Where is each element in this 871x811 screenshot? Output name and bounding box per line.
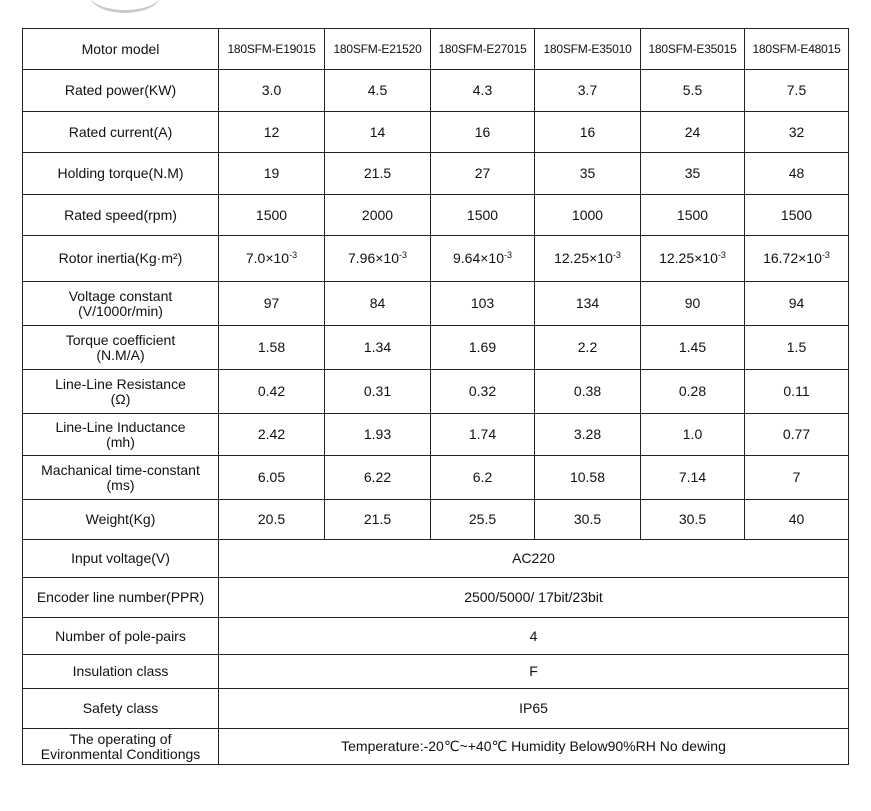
model-cell: 180SFM-E48015 — [745, 29, 849, 70]
value-cell: 2000 — [325, 195, 431, 236]
row-label-line: Insulation class — [72, 663, 169, 679]
row-label-line: Torque coefficient — [65, 331, 176, 348]
value-cell: 2.42 — [219, 414, 325, 456]
value-cell: 0.38 — [535, 370, 641, 414]
value-cell: 0.11 — [745, 370, 849, 414]
value-base: 16.72×10 — [763, 250, 822, 266]
value-exponent: -3 — [612, 250, 621, 260]
value-cell: 27 — [431, 153, 535, 195]
spec-span-row — [23, 689, 849, 729]
spec-row — [23, 195, 849, 236]
value-cell: 2.2 — [535, 326, 641, 370]
value-cell: 4.3 — [431, 70, 535, 112]
spec-row — [23, 326, 849, 370]
span-value-cell: AC220 — [219, 540, 849, 578]
row-label-line: Number of pole-pairs — [55, 627, 186, 644]
row-label-line: Line-Line Inductance — [55, 418, 186, 435]
row-label-line: (V/1000r/min) — [78, 302, 163, 319]
spec-row — [23, 414, 849, 456]
value-cell: 5.5 — [641, 70, 745, 112]
row-label-line: Line-Line Resistance — [55, 375, 186, 392]
row-label — [23, 282, 219, 326]
spec-row — [23, 500, 849, 540]
span-value-cell: IP65 — [219, 689, 849, 729]
value-cell: 40 — [745, 500, 849, 540]
row-label — [23, 456, 219, 500]
row-label — [23, 153, 219, 195]
value-cell: 16 — [431, 112, 535, 153]
spec-span-row — [23, 655, 849, 689]
value-cell: 21.5 — [325, 500, 431, 540]
value-cell: 90 — [641, 282, 745, 326]
row-label-line: (ms) — [106, 476, 135, 493]
row-label-line: Encoder line number(PPR) — [36, 589, 205, 605]
value-cell: 20.5 — [219, 500, 325, 540]
spec-span-row — [23, 618, 849, 655]
value-cell: 94 — [745, 282, 849, 326]
value-base: 7.96×10 — [347, 250, 399, 266]
row-label — [23, 540, 219, 578]
row-label — [23, 112, 219, 153]
value-cell: 4.5 — [325, 70, 431, 112]
value-cell — [431, 236, 535, 282]
row-label — [23, 729, 219, 765]
value-cell: 1.74 — [431, 414, 535, 456]
span-value-cell: F — [219, 655, 849, 689]
value-cell: 24 — [641, 112, 745, 153]
row-label — [23, 689, 219, 729]
value-cell: 1500 — [431, 195, 535, 236]
motor-spec-table — [22, 28, 849, 765]
span-value-cell: Temperature:-20℃~+40℃ Humidity Below90%RH No dewing — [219, 729, 849, 765]
row-label-line: Safety class — [82, 700, 159, 716]
model-cell: 180SFM-E21520 — [325, 29, 431, 70]
model-cell: 180SFM-E19015 — [219, 29, 325, 70]
row-label — [23, 70, 219, 112]
value-cell: 1.58 — [219, 326, 325, 370]
spec-span-row — [23, 578, 849, 618]
spec-row — [23, 456, 849, 500]
value-cell: 0.77 — [745, 414, 849, 456]
value-cell: 12 — [219, 112, 325, 153]
row-label — [23, 500, 219, 540]
value-cell: 3.28 — [535, 414, 641, 456]
row-label-line: (Ω) — [110, 390, 131, 407]
value-exponent: -3 — [289, 250, 298, 260]
spec-row — [23, 153, 849, 195]
value-cell: 32 — [745, 112, 849, 153]
value-cell — [535, 236, 641, 282]
value-cell: 30.5 — [535, 500, 641, 540]
value-cell: 6.2 — [431, 456, 535, 500]
value-cell — [641, 236, 745, 282]
row-label-line: The operating of — [69, 730, 172, 747]
row-label-line: (mh) — [106, 433, 135, 450]
value-cell: 21.5 — [325, 153, 431, 195]
row-label — [23, 655, 219, 689]
value-cell: 1000 — [535, 195, 641, 236]
value-cell: 3.0 — [219, 70, 325, 112]
row-label — [23, 195, 219, 236]
span-value-cell: 2500/5000/ 17bit/23bit — [219, 578, 849, 618]
value-cell: 30.5 — [641, 500, 745, 540]
value-cell: 1500 — [745, 195, 849, 236]
value-cell: 6.22 — [325, 456, 431, 500]
value-cell: 7 — [745, 456, 849, 500]
span-value-cell: 4 — [219, 618, 849, 655]
spec-row — [23, 236, 849, 282]
row-label — [23, 326, 219, 370]
value-cell — [745, 236, 849, 282]
header-row — [23, 29, 849, 70]
value-cell: 48 — [745, 153, 849, 195]
value-cell: 35 — [535, 153, 641, 195]
value-cell: 97 — [219, 282, 325, 326]
row-label-line: Rotor inertia(Kg·m²) — [58, 250, 183, 266]
value-cell: 1.5 — [745, 326, 849, 370]
value-cell: 35 — [641, 153, 745, 195]
value-cell: 16 — [535, 112, 641, 153]
model-cell: 180SFM-E35010 — [535, 29, 641, 70]
value-cell: 1.34 — [325, 326, 431, 370]
value-cell — [219, 236, 325, 282]
spec-row — [23, 70, 849, 112]
row-label-line: Machanical time-constant — [41, 461, 200, 478]
row-label-line: Rated power(KW) — [64, 82, 177, 98]
value-cell: 1.45 — [641, 326, 745, 370]
row-label — [23, 370, 219, 414]
value-cell: 7.5 — [745, 70, 849, 112]
row-label — [23, 236, 219, 282]
value-cell: 0.31 — [325, 370, 431, 414]
value-cell: 7.14 — [641, 456, 745, 500]
value-cell: 0.42 — [219, 370, 325, 414]
row-label-line: Evironmental Conditiongs — [40, 745, 201, 762]
spec-span-row — [23, 540, 849, 578]
logo-fragment — [90, 0, 160, 13]
value-cell: 1.93 — [325, 414, 431, 456]
row-label — [23, 618, 219, 655]
spec-table-body — [23, 29, 849, 765]
value-cell: 0.28 — [641, 370, 745, 414]
spec-row — [23, 370, 849, 414]
value-cell: 6.05 — [219, 456, 325, 500]
model-cell: 180SFM-E35015 — [641, 29, 745, 70]
value-cell: 1.69 — [431, 326, 535, 370]
value-base: 12.25×10 — [554, 250, 613, 266]
row-label-line: Input voltage(V) — [71, 550, 170, 566]
value-cell — [325, 236, 431, 282]
value-cell: 10.58 — [535, 456, 641, 500]
value-cell: 14 — [325, 112, 431, 153]
row-label-line: Rated speed(rpm) — [64, 206, 177, 223]
row-label-line: Holding torque(N.M) — [57, 165, 184, 181]
row-label-line: Rated current(A) — [68, 123, 173, 140]
value-cell: 1.0 — [641, 414, 745, 456]
model-cell: 180SFM-E27015 — [431, 29, 535, 70]
value-exponent: -3 — [717, 250, 726, 260]
value-cell: 0.32 — [431, 370, 535, 414]
spec-row — [23, 112, 849, 153]
row-label-line: Weight(Kg) — [85, 511, 156, 527]
value-base: 7.0×10 — [245, 250, 290, 266]
value-base: 9.64×10 — [452, 250, 504, 266]
value-cell: 25.5 — [431, 500, 535, 540]
value-cell: 19 — [219, 153, 325, 195]
row-label — [23, 578, 219, 618]
spec-span-row — [23, 729, 849, 765]
value-base: 12.25×10 — [659, 250, 718, 266]
spec-row — [23, 282, 849, 326]
value-exponent: -3 — [398, 250, 407, 260]
header-label: Motor model — [23, 29, 219, 70]
row-label-line: (N.M/A) — [96, 346, 145, 363]
value-cell: 134 — [535, 282, 641, 326]
value-cell: 1500 — [641, 195, 745, 236]
value-exponent: -3 — [503, 250, 512, 260]
row-label-line: Voltage constant — [68, 287, 173, 304]
value-cell: 103 — [431, 282, 535, 326]
value-cell: 1500 — [219, 195, 325, 236]
row-label — [23, 414, 219, 456]
value-cell: 3.7 — [535, 70, 641, 112]
value-exponent: -3 — [821, 250, 830, 260]
value-cell: 84 — [325, 282, 431, 326]
